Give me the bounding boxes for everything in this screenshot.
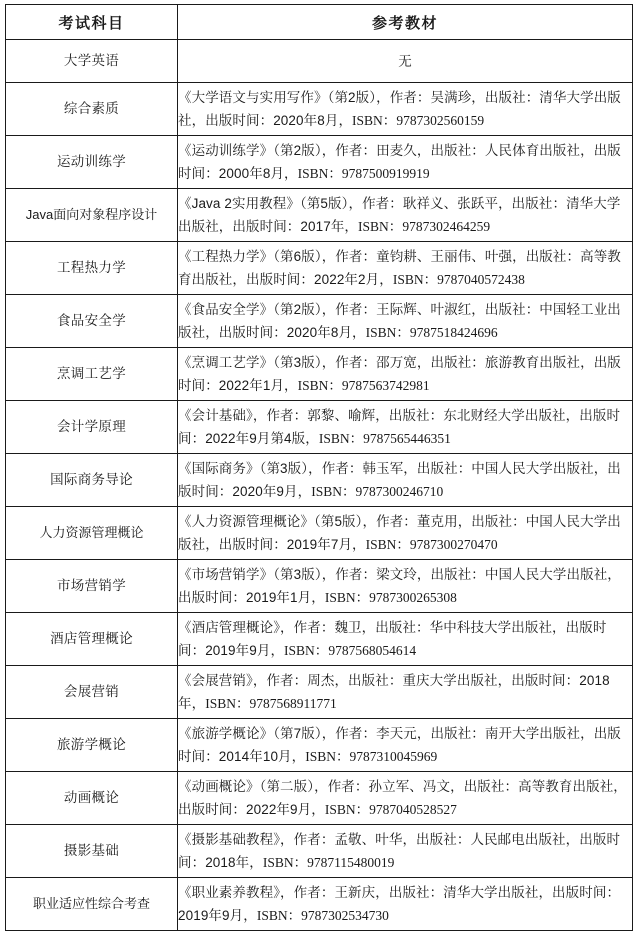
- material-cell: 无: [178, 40, 633, 83]
- material-cell: 《Java 2实用教程》（第5版），作者：耿祥义、张跃平，出版社：清华大学出版社，出版时间：2017年，ISBN：9787302464259: [178, 189, 633, 242]
- isbn-label: ISBN：: [262, 855, 308, 870]
- table-row: [6, 40, 633, 83]
- isbn-label: ISBN：: [365, 537, 410, 552]
- isbn-label: ISBN：: [365, 325, 410, 340]
- material-cell: 《会展营销》，作者：周杰，出版社：重庆大学出版社，出版时间：2018年，ISBN：9787568911771: [178, 666, 633, 719]
- column-header-subject: 考试科目: [6, 5, 178, 40]
- subject-cell: 职业适应性综合考查: [6, 878, 178, 931]
- isbn-number: 9787300270470: [409, 537, 498, 552]
- isbn-label: ISBN：: [352, 113, 397, 128]
- subject-cell: Java面向对象程序设计: [6, 189, 178, 242]
- isbn-number: 9787040528527: [369, 802, 457, 817]
- isbn-label: ISBN：: [205, 696, 250, 711]
- material-cell: 《会计基础》，作者：郭黎、喻辉，出版社：东北财经大学出版社，出版时间：2022年9月第4版，ISBN：9787565446351: [178, 401, 633, 454]
- isbn-number: 9787302560159: [396, 113, 485, 128]
- subject-cell: 大学英语: [6, 40, 178, 83]
- table-row: [6, 401, 633, 454]
- subject-cell: 旅游学概论: [6, 719, 178, 772]
- subject-cell: 会计学原理: [6, 401, 178, 454]
- table-row: [6, 242, 633, 295]
- isbn-label: ISBN：: [358, 219, 403, 234]
- material-cell: 《国际商务》（第3版），作者：韩玉军，出版社：中国人民大学出版社，出版时间：2020年9月，ISBN：9787300246710: [178, 454, 633, 507]
- isbn-number: 9787518424696: [409, 325, 498, 340]
- isbn-number: 9787563742981: [341, 378, 430, 393]
- material-cell: 《运动训练学》（第2版），作者：田麦久，出版社：人民体育出版社，出版时间：2000年8月，ISBN：9787500919919: [178, 136, 633, 189]
- material-cell: 《大学语文与实用写作》（第2版），作者：吴满珍，出版社：清华大学出版社，出版时间：2020年8月，ISBN：9787302560159: [178, 83, 633, 136]
- isbn-label: ISBN：: [311, 484, 356, 499]
- isbn-number: 9787500919919: [341, 166, 430, 181]
- table-body: [6, 40, 633, 931]
- table-row: [6, 719, 633, 772]
- subject-cell: 综合素质: [6, 83, 178, 136]
- subject-cell: 市场营销学: [6, 560, 178, 613]
- subject-cell: 人力资源管理概论: [6, 507, 178, 560]
- table-row: [6, 189, 633, 242]
- material-cell: 《摄影基础教程》，作者：孟敬、叶华，出版社：人民邮电出版社，出版时间：2018年，ISBN：9787115480019: [178, 825, 633, 878]
- isbn-number: 9787302534730: [301, 908, 389, 923]
- subject-cell: 会展营销: [6, 666, 178, 719]
- table-row: [6, 878, 633, 931]
- isbn-number: 9787040572438: [437, 272, 525, 287]
- isbn-label: ISBN：: [392, 272, 438, 287]
- table-row: [6, 136, 633, 189]
- material-cell: 《工程热力学》（第6版），作者：童钧耕、王丽伟、叶强，出版社：高等教育出版社，出版时间：2022年2月，ISBN：9787040572438: [178, 242, 633, 295]
- table-row: [6, 295, 633, 348]
- table-row: [6, 454, 633, 507]
- subject-cell: 摄影基础: [6, 825, 178, 878]
- isbn-number: 9787565446351: [363, 431, 451, 446]
- subject-cell: 动画概论: [6, 772, 178, 825]
- subject-cell: 烹调工艺学: [6, 348, 178, 401]
- table-row: [6, 666, 633, 719]
- table-header: [6, 5, 633, 40]
- isbn-label: ISBN：: [324, 590, 370, 605]
- isbn-label: ISBN：: [256, 908, 302, 923]
- material-cell: 《动画概论》（第二版），作者：孙立军、冯文，出版社：高等教育出版社，出版时间：2022年9月，ISBN：9787040528527: [178, 772, 633, 825]
- subject-cell: 酒店管理概论: [6, 613, 178, 666]
- table-row: [6, 772, 633, 825]
- isbn-label: ISBN：: [297, 378, 342, 393]
- material-cell: 《职业素养教程》，作者：王新庆，出版社：清华大学出版社，出版时间：2019年9月，ISBN：9787302534730: [178, 878, 633, 931]
- table-row: [6, 83, 633, 136]
- material-cell: 《酒店管理概论》，作者：魏卫，出版社：华中科技大学出版社，出版时间：2019年9月，ISBN：9787568054614: [178, 613, 633, 666]
- table-header-row: [6, 5, 633, 40]
- exam-textbook-table: [5, 4, 633, 931]
- isbn-label: ISBN：: [318, 431, 364, 446]
- isbn-number: 9787302464259: [402, 219, 491, 234]
- table-row: [6, 507, 633, 560]
- material-cell: 《烹调工艺学》（第3版），作者：邵万宽，出版社：旅游教育出版社，出版时间：2022年1月，ISBN：9787563742981: [178, 348, 633, 401]
- table-row: [6, 613, 633, 666]
- isbn-number: 9787115480019: [307, 855, 395, 870]
- subject-cell: 工程热力学: [6, 242, 178, 295]
- subject-cell: 国际商务导论: [6, 454, 178, 507]
- isbn-label: ISBN：: [305, 749, 350, 764]
- material-cell: 《市场营销学》（第3版），作者：梁文玲，出版社：中国人民大学出版社，出版时间：2019年1月，ISBN：9787300265308: [178, 560, 633, 613]
- material-cell: 《旅游学概论》（第7版），作者：李天元，出版社：南开大学出版社，出版时间：2014年10月，ISBN：9787310045969: [178, 719, 633, 772]
- isbn-label: ISBN：: [297, 166, 342, 181]
- table-row: [6, 825, 633, 878]
- isbn-number: 9787300246710: [355, 484, 444, 499]
- column-header-material: 参考教材: [178, 5, 633, 40]
- table-row: [6, 560, 633, 613]
- subject-cell: 食品安全学: [6, 295, 178, 348]
- material-cell: 《食品安全学》（第2版），作者：王际辉、叶淑红，出版社：中国轻工业出版社，出版时间：2020年8月，ISBN：9787518424696: [178, 295, 633, 348]
- isbn-number: 9787568911771: [249, 696, 337, 711]
- material-cell: 《人力资源管理概论》（第5版），作者：董克用，出版社：中国人民大学出版社，出版时间：2019年7月，ISBN：9787300270470: [178, 507, 633, 560]
- isbn-number: 9787568054614: [328, 643, 417, 658]
- isbn-number: 9787310045969: [349, 749, 438, 764]
- subject-cell: 运动训练学: [6, 136, 178, 189]
- isbn-number: 9787300265308: [369, 590, 457, 605]
- table-row: [6, 348, 633, 401]
- isbn-label: ISBN：: [284, 643, 329, 658]
- isbn-label: ISBN：: [324, 802, 370, 817]
